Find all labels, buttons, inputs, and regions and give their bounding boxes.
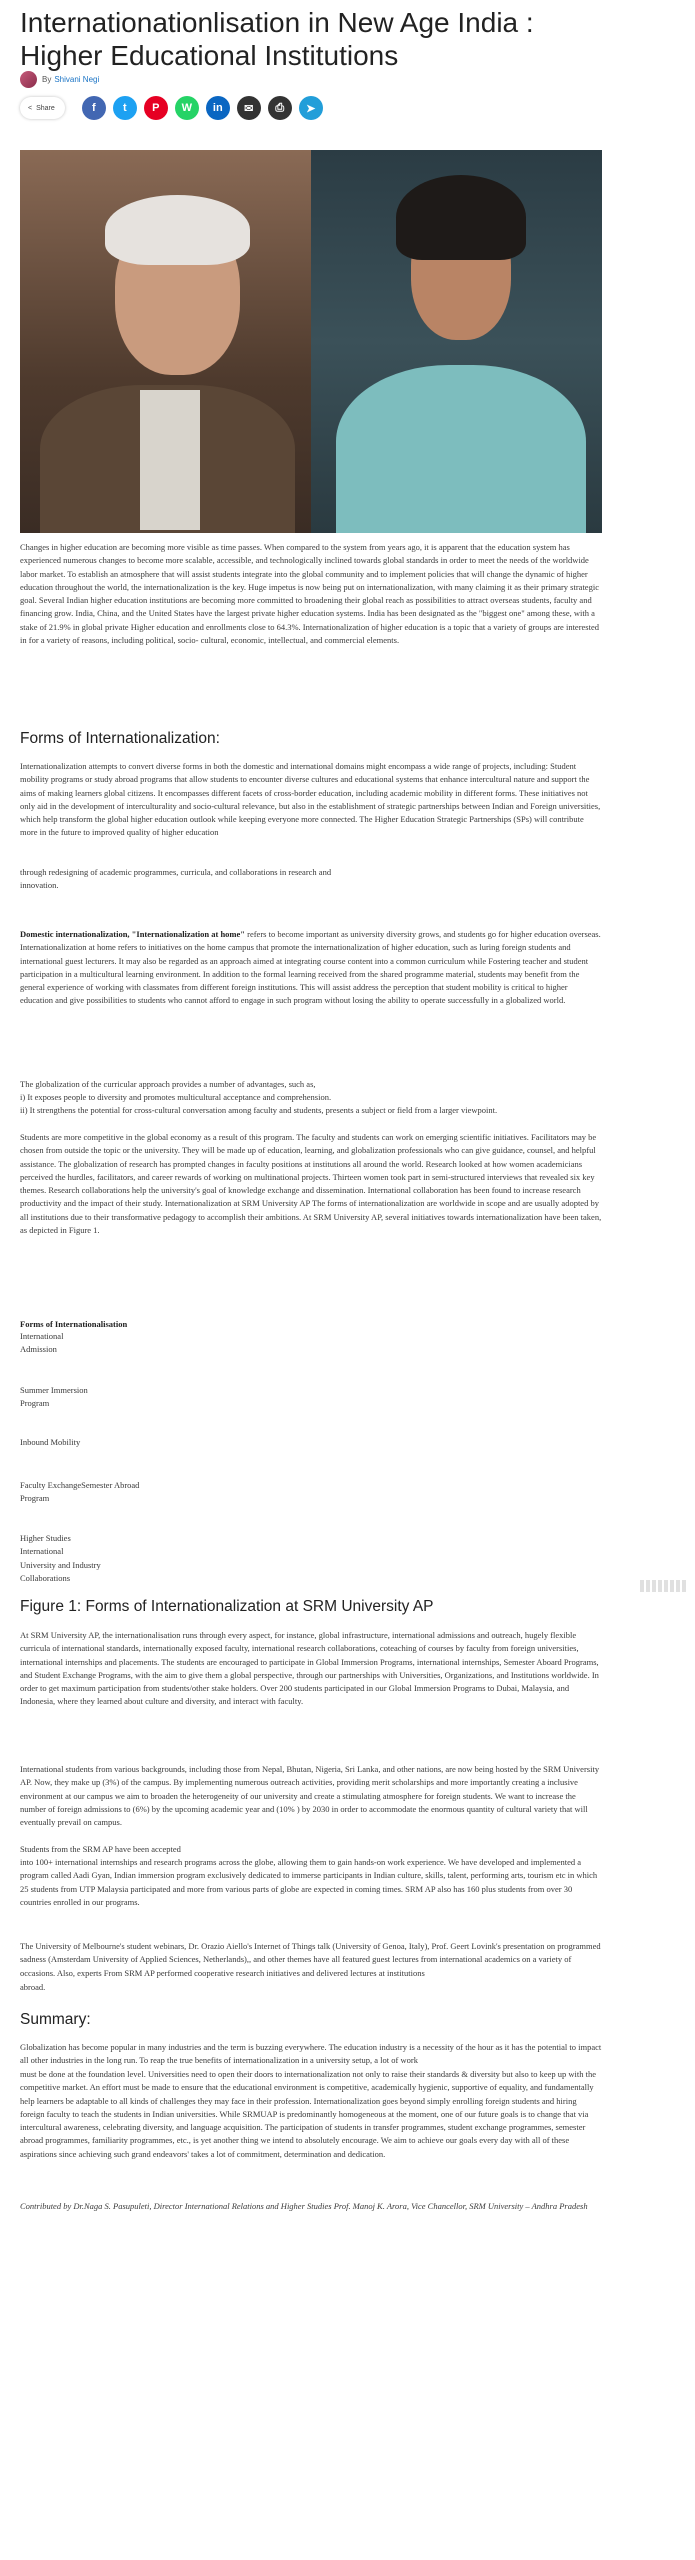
carousel-indicator[interactable] <box>640 1580 688 1592</box>
forms-list-item: Inbound Mobility <box>20 1437 81 1447</box>
man-shirt-shape <box>140 390 200 530</box>
author-avatar <box>20 71 37 88</box>
woman-top-shape <box>336 365 586 533</box>
share-bar <box>20 96 323 120</box>
forms-paragraph: Internationalization attempts to convert diverse forms in both the domestic and international domains might encompass a wide range of projects, including: Student mobility programs or study abroad programs that allow students to encounter diverse cultures and educational systems that enhance intercultural nature and support the aims of making learners global citizens. It encompasses different facets of cross-border education, including academic mobility in different forms. These initiatives not only aid in the development of interculturality and socio-cultural relevance, but also in the establishment of strategic partnerships between Indian and Foreign universities, which help transform the global higher education outlook while keeping everyone more connected. The Higher Education Strategic Partnerships (SPs) will contribute more in the future to improved quality of higher education <box>20 761 601 838</box>
domestic-paragraph <box>20 928 602 1008</box>
pinterest-icon[interactable]: P <box>144 96 168 120</box>
srm-paragraph: At SRM University AP, the internationalisation runs through every aspect, for instance, global infrastructure, international admissions and outreach, hugely flexible curricula of international standards, internationally exposed faculty, international research collaborations, coteaching of courses by faculty from foreign universities, international internships and placements. The students are encouraged to participate in Global Immersion Programs, international internships, Semester Aboard Programs, and Student Exchange Programs, with the aim to give them a global perspective, through our partnerships with Universities, Organizations, and Institutions worldwide. In order to get maximum participation from students/other stake holders. Over 200 students participated in our Global Immersion Programs to Dubai, Malaysia, and Indonesia, where they learned about culture and diversity, and interact with faculty. <box>20 1630 599 1707</box>
facebook-icon[interactable]: f <box>82 96 106 120</box>
intl-paragraph-cont: Students from the SRM AP have been accepted <box>20 1844 181 1854</box>
man-hair-shape <box>105 195 250 265</box>
melbourne-paragraph-end: abroad. <box>20 1982 46 1992</box>
forms-paragraph-cont: through redesigning of academic programmes, curricula, and collaborations in research and <box>20 867 332 877</box>
forms-paragraph-end: innovation. <box>20 880 59 890</box>
forms-list-item: Faculty ExchangeSemester Abroad Program <box>20 1480 140 1504</box>
page-title: Internationationlisation in New Age India : Higher Educational Institutions <box>20 7 534 71</box>
forms-list-item: International Admission <box>20 1331 64 1355</box>
hero-image <box>20 150 602 533</box>
students-paragraph: Students are more competitive in the global economy as a result of this program. The faculty and students can work on emerging scientific initiatives. Facilitators may be chosen from outside the topic or the university. They will be made up of education, learning, and globalization professionals who can give guidance, counsel, and helpful assistance. The globalization of research has prompted changes in faculty positions at institutions all around the world. Research looked at how women academicians perceived the hurdles, facilitators, and career rewards of working on multinational projects. Thirteen women took part in semi-structured interviews that revealed six key themes. Research collaborations help the university's goal of knowledge exchange and dissemination. International collaboration has been found to increase research productivity and the impact of their study. Internationalization at SRM University AP The forms of internationalization are worldwide in scope and are usually adopted by all institutions due to their transformative pedagogy to accomplish their ambitions. At SRM University AP, several initiatives towards internationalization have been taken, as depicted in Figure 1. <box>20 1132 602 1236</box>
summary-paragraph-cont: must be done at the foundation level. Universities need to open their doors to internationalization not only to raise their standards & diversity but also to keep up with the competitive market. An effort must be made to ensure that the educational environment is competitive, academically hygienic, supportive of equality, and fundamentally help learners be adaptable to all kinds of challenges they may face in their profession. Internationalization goes beyond simply enrolling foreign students and hiring foreign faculty to teach the students in Indian universities. While SRMUAP is predominantly homogeneous at the moment, one of our future goals is to change that via intercultural awareness, celebrating diversity, and language acquisition. The participation of students in transfer programmes, student exchange programmes, semester abroad programmes, familiarity programmes, etc., is yet another thing we intend to absolutely encourage. We aim to achieve our goals every day with all of these aspirations since achieving such grand endeavors' takes a lot of commitment, determination and dedication. <box>20 2069 596 2159</box>
social-icons <box>82 96 323 120</box>
summary-paragraph: Globalization has become popular in many industries and the term is buzzing everywhere. The education industry is a necessity of the hour as it has the potential to impact all other industries in the long run. To reap the true benefits of internationalization in a university setup, a lot of work <box>20 2042 602 2066</box>
domestic-text: refers to become important as university diversity grows, and students go for higher education overseas. Internationalization at home refers to initiatives on the home campus that promote the internationalization of higher education, such as luring foreign students and international guest lecturers. It may also be regarded as an approach aimed at integrating course content into a common curriculum while Fostering teacher and student participation in a multicultural learning environment. In addition to the formal learning received from the shared programme material, students may benefit from the general experience of working with classmates from different foreign institutions. This will assist address the perception that student mobility is critical to higher education and give possibilities to students who cannot afford to engage in such program without losing the ability to operate successfully in a globalized world. <box>20 929 601 1006</box>
glob-item-i: i) It exposes people to diversity and promotes multicultural acceptance and comprehension. <box>20 1092 332 1102</box>
share-button[interactable] <box>20 97 65 119</box>
print-icon[interactable]: ⎙ <box>268 96 292 120</box>
forms-list-heading: Forms of Internationalisation <box>20 1319 128 1329</box>
intro-paragraph: Changes in higher education are becoming more visible as time passes. When compared to the system from years ago, it is apparent that the education system has experienced numerous changes to become more scalable, accessible, and technologically inclined towards global standards in order to meet the needs of the worldwide labor market. To establish an atmosphere that will assist students integrate into the global community and to implement policies that will change the dynamic of higher education throughout the world, the internationalization is the key. Huge impetus is now being put on internationalization, with many claiming it as their primary strategic goal. Several Indian higher education institutions are becoming more committed to broadening their global reach as possibilities to attract overseas students, faculty and financing grow. India, China, and the United States have the largest private higher education systems. India has been designated as the "biggest one" among these, with a stake of 21.9% in global private Higher education and enrollments close to 64.3%. Internationalization of higher education is a topic that a variety of groups are interested in for a variety of reasons, including political, socio- cultural, economic, intellectual, and commercial elements. <box>20 542 599 646</box>
intl-paragraph-end: into 100+ international internships and research programs across the globe, allowing them to gain hands-on work experience. We have developed and implemented a program called Aadi Gyan, Indian immersion program exclusively dedicated to immerse participants in Indian culture, skills, talent, performing arts, tourism etc in which 25 students from UTP Malaysia participated and more from various parts of globe are expected in coming times. SRM AP also has 160 plus students from over 30 countries enrolled in our programs. <box>20 1857 598 1907</box>
telegram-icon[interactable]: ➤ <box>299 96 323 120</box>
hero-photo-man <box>20 150 311 533</box>
author-prefix: By <box>42 74 52 84</box>
email-icon[interactable]: ✉ <box>237 96 261 120</box>
author-name-link[interactable]: Shivani Negi <box>54 74 100 84</box>
intl-paragraph: International students from various backgrounds, including those from Nepal, Bhutan, Nigeria, Sri Lanka, and other nations, are now being hosted by the SRM University AP. Now, they make up (3%) of the campus. By implementing numerous outreach activities, providing merit scholarships and more importantly creating a inclusive environment at our campus we aim to broaden the heterogeneity of our university and create a stimulating atmosphere for foreign students. We want to increase the number of foreign admissions to (6%) by the upcoming academic year and (10% ) by 2030 in order to accommodate the enormous quantity of cultural variety that will eventually prevail on campus. <box>20 1764 600 1828</box>
heading-summary: Summary: <box>20 2011 91 2028</box>
glob-intro: The globalization of the curricular approach provides a number of advantages, such as, <box>20 1079 316 1089</box>
woman-hair-shape <box>396 175 526 260</box>
contributor-credit: Contributed by Dr.Naga S. Pasupuleti, Director International Relations and Higher Studies Prof. Manoj K. Arora, Vice Chancellor, SRM University – Andhra Pradesh <box>20 2201 588 2211</box>
forms-list-item: Higher Studies International University and Industry Collaborations <box>20 1533 101 1583</box>
twitter-icon[interactable]: t <box>113 96 137 120</box>
whatsapp-icon[interactable]: W <box>175 96 199 120</box>
hero-photo-woman <box>311 150 602 533</box>
forms-list-item: Summer Immersion Program <box>20 1385 88 1409</box>
domestic-bold: Domestic internationalization, "Internationalization at home" <box>20 929 245 939</box>
glob-item-ii: ii) It strengthens the potential for cross-cultural conversation among faculty and students, presents a subject or field from a larger viewpoint. <box>20 1105 498 1115</box>
heading-forms: Forms of Internationalization: <box>20 730 220 747</box>
share-label: Share <box>36 104 55 112</box>
share-icon: < <box>28 104 33 112</box>
linkedin-icon[interactable]: in <box>206 96 230 120</box>
melbourne-paragraph: The University of Melbourne's student webinars, Dr. Orazio Aiello's Internet of Things talk (University of Genoa, Italy), Prof. Geert Lovink's presentation on programmed sadness (Amsterdam University of Applied Sciences, Netherlands),, and other themes have all featured guest lectures from international academics on a variety of occasions. Also, experts From SRM AP performed cooperative research initiatives and delivered lectures at institutions <box>20 1941 601 1978</box>
author-line <box>20 70 99 88</box>
heading-figure: Figure 1: Forms of Internationalization at SRM University AP <box>20 1598 434 1615</box>
